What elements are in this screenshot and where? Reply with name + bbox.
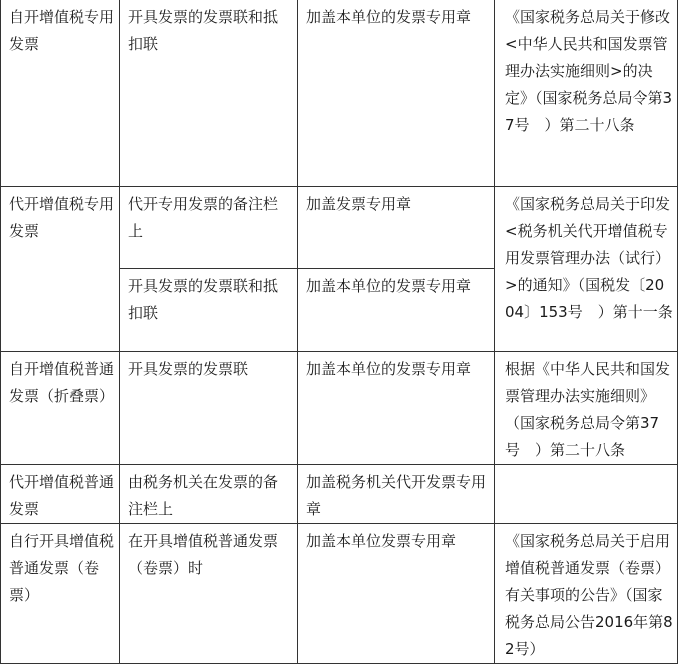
seal-position-cell: 开具发票的发票联和抵扣联	[120, 268, 298, 351]
invoice-type-cell: 自开增值税普通发票（折叠票）	[1, 351, 120, 464]
seal-position-cell: 由税务机关在发票的备注栏上	[120, 464, 298, 523]
seal-type-cell: 加盖本单位的发票专用章	[298, 268, 495, 351]
seal-position-cell: 开具发票的发票联和抵扣联	[120, 0, 298, 186]
table-row	[1, 523, 678, 663]
seal-type-cell: 加盖发票专用章	[298, 186, 495, 268]
seal-type-cell: 加盖本单位发票专用章	[298, 523, 495, 663]
seal-position-cell: 在开具增值税普通发票（卷票）时	[120, 523, 298, 663]
seal-position-cell: 代开专用发票的备注栏上	[120, 186, 298, 268]
table-row	[1, 351, 678, 464]
invoice-type-cell: 代开增值税专用发票	[1, 186, 120, 351]
seal-type-cell: 加盖税务机关代开发票专用章	[298, 464, 495, 523]
seal-type-cell: 加盖本单位的发票专用章	[298, 0, 495, 186]
legal-basis-cell: 《国家税务总局关于修改<中华人民共和国发票管理办法实施细则>的决定》（国家税务总局令第37号 ）第二十八条	[495, 0, 678, 186]
table-row	[1, 186, 678, 268]
legal-basis-cell: 根据《中华人民共和国发票管理办法实施细则》（国家税务总局令第37号 ）第二十八条	[495, 351, 678, 464]
invoice-type-cell: 代开增值税普通发票	[1, 464, 120, 523]
invoice-type-cell: 自行开具增值税普通发票（卷票）	[1, 523, 120, 663]
legal-basis-cell: 《国家税务总局关于启用增值税普通发票（卷票）有关事项的公告》（国家税务总局公告2016年第82号）	[495, 523, 678, 663]
seal-position-cell: 开具发票的发票联	[120, 351, 298, 464]
legal-basis-cell	[495, 464, 678, 523]
table-row	[1, 464, 678, 523]
legal-basis-cell: 《国家税务总局关于印发<税务机关代开增值税专用发票管理办法（试行）>的通知》（国税发〔2004〕153号 ）第十一条	[495, 186, 678, 351]
table-row	[1, 0, 678, 186]
seal-type-cell: 加盖本单位的发票专用章	[298, 351, 495, 464]
invoice-type-cell: 自开增值税专用发票	[1, 0, 120, 186]
